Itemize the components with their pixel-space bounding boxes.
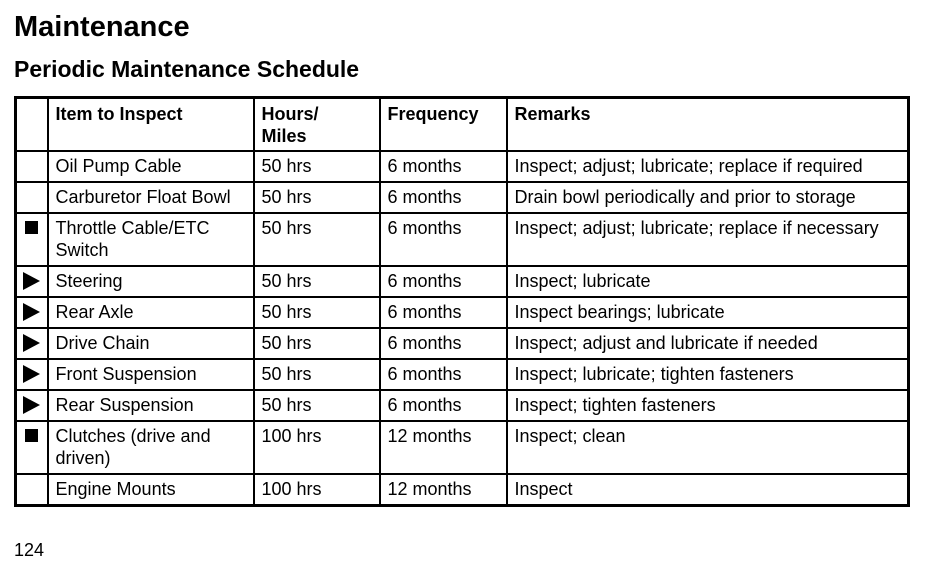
item-cell: Clutches (drive and driven) (48, 421, 254, 474)
table-row (16, 182, 909, 213)
remarks-cell: Inspect (507, 474, 909, 506)
symbol-cell (16, 266, 48, 297)
section-title: Maintenance (14, 11, 190, 43)
table-row (16, 297, 909, 328)
triangle-marker-icon (23, 303, 40, 321)
item-cell: Throttle Cable/ETC Switch (48, 213, 254, 266)
frequency-cell: 12 months (380, 421, 507, 474)
hours-cell: 50 hrs (254, 151, 380, 182)
frequency-cell: 6 months (380, 328, 507, 359)
symbol-cell (16, 390, 48, 421)
header-symbol-cell (16, 98, 48, 152)
hours-cell: 50 hrs (254, 359, 380, 390)
item-cell: Engine Mounts (48, 474, 254, 506)
hours-cell: 50 hrs (254, 266, 380, 297)
triangle-marker-icon (23, 365, 40, 383)
triangle-marker-icon (23, 396, 40, 414)
triangle-marker-icon (23, 334, 40, 352)
maintenance-schedule-table (14, 96, 910, 507)
frequency-cell: 6 months (380, 151, 507, 182)
table-row (16, 213, 909, 266)
triangle-marker-icon (23, 272, 40, 290)
item-cell: Oil Pump Cable (48, 151, 254, 182)
table-row (16, 359, 909, 390)
header-hours-label: Hours/ Miles (261, 104, 319, 146)
frequency-cell: 6 months (380, 297, 507, 328)
frequency-cell: 12 months (380, 474, 507, 506)
frequency-cell: 6 months (380, 359, 507, 390)
symbol-cell (16, 421, 48, 474)
square-marker-icon (25, 429, 38, 442)
hours-cell: 50 hrs (254, 390, 380, 421)
table-row (16, 151, 909, 182)
symbol-cell (16, 151, 48, 182)
remarks-cell: Inspect bearings; lubricate (507, 297, 909, 328)
frequency-cell: 6 months (380, 182, 507, 213)
frequency-cell: 6 months (380, 266, 507, 297)
remarks-cell: Inspect; adjust; lubricate; replace if necessary (507, 213, 909, 266)
header-frequency: Frequency (380, 98, 507, 152)
hours-cell: 50 hrs (254, 328, 380, 359)
hours-cell: 100 hrs (254, 421, 380, 474)
hours-cell: 50 hrs (254, 213, 380, 266)
item-cell: Rear Axle (48, 297, 254, 328)
item-cell: Rear Suspension (48, 390, 254, 421)
remarks-cell: Inspect; clean (507, 421, 909, 474)
remarks-cell: Inspect; tighten fasteners (507, 390, 909, 421)
square-marker-icon (25, 221, 38, 234)
item-cell: Front Suspension (48, 359, 254, 390)
schedule-title: Periodic Maintenance Schedule (14, 56, 360, 82)
remarks-cell: Inspect; lubricate; tighten fasteners (507, 359, 909, 390)
remarks-cell: Drain bowl periodically and prior to storage (507, 182, 909, 213)
header-item: Item to Inspect (48, 98, 254, 152)
symbol-cell (16, 182, 48, 213)
hours-cell: 100 hrs (254, 474, 380, 506)
symbol-cell (16, 359, 48, 390)
symbol-cell (16, 297, 48, 328)
remarks-cell: Inspect; adjust; lubricate; replace if required (507, 151, 909, 182)
item-cell: Carburetor Float Bowl (48, 182, 254, 213)
frequency-cell: 6 months (380, 390, 507, 421)
frequency-cell: 6 months (380, 213, 507, 266)
header-hours (254, 98, 380, 152)
hours-cell: 50 hrs (254, 297, 380, 328)
hours-cell: 50 hrs (254, 182, 380, 213)
remarks-cell: Inspect; adjust and lubricate if needed (507, 328, 909, 359)
table-row (16, 390, 909, 421)
remarks-cell: Inspect; lubricate (507, 266, 909, 297)
symbol-cell (16, 328, 48, 359)
item-cell: Steering (48, 266, 254, 297)
table-row (16, 421, 909, 474)
table-row (16, 474, 909, 506)
symbol-cell (16, 474, 48, 506)
table-row (16, 328, 909, 359)
table-header-row (16, 98, 909, 152)
item-cell: Drive Chain (48, 328, 254, 359)
header-remarks: Remarks (507, 98, 909, 152)
page-number: 124 (14, 540, 45, 560)
table-row (16, 266, 909, 297)
symbol-cell (16, 213, 48, 266)
